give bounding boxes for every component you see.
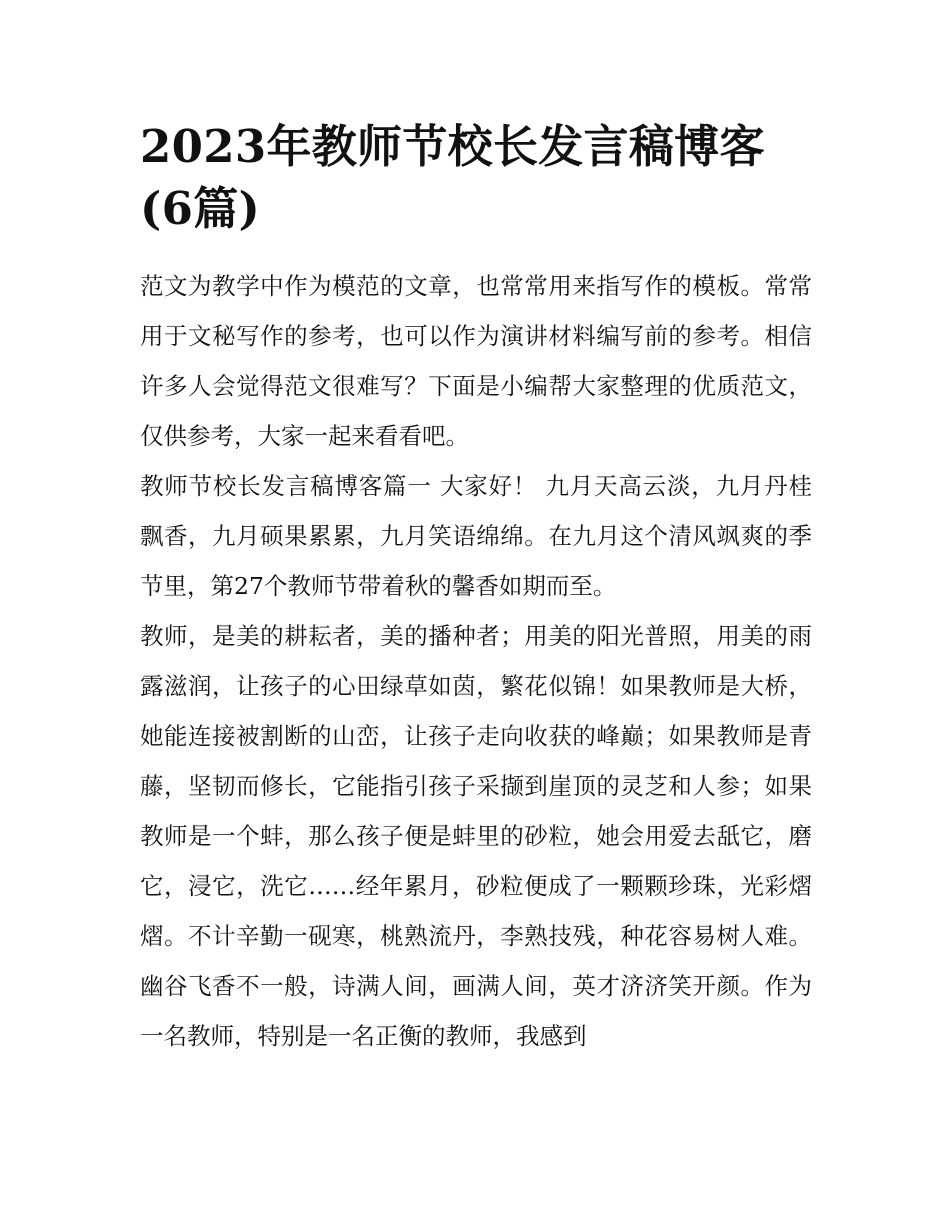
intro-paragraph: 范文为教学中作为模范的文章，也常常用来指写作的模板。常常用于文秘写作的参考，也可以作为演讲材料编写前的参考。相信许多人会觉得范文很难写？下面是小编帮大家整理的优质范文，仅供参考，大家一起来看看吧。 [140, 272, 812, 450]
document-title: 2023年教师节校长发言稿博客(6篇) [140, 120, 765, 235]
document-body [140, 116, 812, 1061]
opening-paragraph: 教师节校长发言稿博客篇一 大家好！ 九月天高云淡，九月丹桂飘香，九月硕果累累，九月笑语绵绵。在九月这个清风飒爽的季节里，第27个教师节带着秋的馨香如期而至。 [140, 472, 812, 600]
body-paragraph: 教师，是美的耕耘者，美的播种者；用美的阳光普照，用美的雨露滋润，让孩子的心田绿草如茵，繁花似锦！如果教师是大桥，她能连接被割断的山峦，让孩子走向收获的峰巅；如果教师是青藤，坚韧而修长，它能指引孩子采撷到崖顶的灵芝和人参；如果教师是一个蚌，那么孩子便是蚌里的砂粒，她会用爱去舐它，磨它，浸它，洗它……经年累月，砂粒便成了一颗颗珍珠，光彩熠熠。不计辛勤一砚寒，桃熟流丹，李熟技残，种花容易树人难。幽谷飞香不一般，诗满人间，画满人间，英才济济笑开颜。作为一名教师，特别是一名正衡的教师，我感到 [140, 622, 812, 1050]
